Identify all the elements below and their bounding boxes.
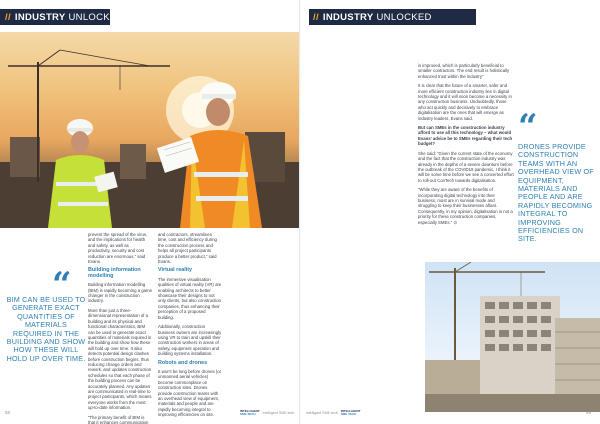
quote-mark-icon: “ bbox=[52, 265, 72, 305]
header-slashes: // bbox=[5, 11, 11, 23]
paragraph: It won’t be long before drones (or unmanned aerial vehicles) become commonplace on construction sites. Drones provide construction teams with an overhead view of equipment, materials and people and are rapidly becoming integral to improving efficiencies on site. bbox=[158, 368, 222, 418]
paragraph: Building information modelling (BIM) is rapidly becoming a game changer in the construction industry. bbox=[88, 282, 153, 304]
logo: INTELLIGENT SME.TECH bbox=[240, 409, 260, 416]
pull-quote-right: DRONES PROVIDE CONSTRUCTION TEAMS WITH AN OVERHEAD VIEW OF EQUIPMENT, MATERIALS AND PEOPLE AND ARE RAPIDLY BECOMING INTEGRAL TO IMPROVING EFFICIENCIES ON SITE. bbox=[518, 142, 594, 244]
footer-left-brand bbox=[240, 410, 294, 416]
right-page bbox=[300, 0, 600, 424]
paragraph: She said: “Given the current state of the economy and the fact that the construction industry was already in the depths of a severe downturn before the outbreak of the COVID19 pandemic, I think it will be some time before we see a concerted effort to roll-out ConTech towards digitalisation. bbox=[418, 150, 514, 183]
paragraph: prevent the spread of the virus, and the implications for health and safety, as well as productivity, security and cost reduction are enormous,” said Evans. bbox=[88, 232, 148, 265]
header-rest: UNLOCKED bbox=[68, 11, 124, 23]
footer-right-brand bbox=[306, 410, 360, 416]
construction-engineers-photo bbox=[0, 32, 300, 228]
building-construction-photo bbox=[425, 262, 600, 412]
pull-quote-left: BIM CAN BE USED TO GENERATE EXACT QUANTITIES OF MATERIALS REQUIRED IN THE BUILDING AND SHOW HOW THESE WILL HOLD UP OVER TIME. bbox=[6, 295, 86, 363]
page-number-right: 59 bbox=[586, 410, 591, 415]
footer-text-right: intelligent SME.tech bbox=[306, 411, 338, 415]
section-header-right bbox=[309, 9, 476, 25]
paragraph: is improved, which is particularly beneficial to smaller contractors. The end result is holistically enhanced trust within the industry” bbox=[418, 63, 510, 79]
quote-mark-icon: “ bbox=[518, 107, 538, 147]
header-rest: UNLOCKED bbox=[376, 11, 432, 23]
header-bold: INDUSTRY bbox=[14, 11, 66, 23]
paragraph: and contractors, streamlines time, cost and efficiency during the construction process and helps all project participants produce a better product,” said Evans. bbox=[158, 232, 217, 265]
page-number-left: 58 bbox=[5, 410, 10, 415]
left-column-1 bbox=[88, 232, 152, 424]
header-bold: INDUSTRY bbox=[322, 11, 374, 23]
paragraph-emphasis: But can SMEs in the construction industry afford to use all this technology – what would Evans’ advice be to SMEs regarding their tech budget? bbox=[418, 125, 513, 147]
section-header-left bbox=[0, 9, 124, 25]
left-column-2 bbox=[158, 232, 222, 422]
paragraph: “While they are aware of the benefits of incorporating digital technology into their business, most are in survival mode and struggling to keep their businesses afloat. Consequently, in my opinion, digitalisation is not a priority for these construction companies, especially SMEs.” ⊙ bbox=[418, 187, 513, 225]
paragraph: Additionally, construction business owners are increasingly using VR to train and upskill their construction workers in areas of safety, equipment operation and building systems installation. bbox=[158, 324, 222, 357]
header-slashes: // bbox=[313, 11, 319, 23]
footer-text-left: intelligent SME.tech bbox=[262, 411, 295, 415]
subheading-vr: Virtual reality bbox=[158, 267, 193, 274]
right-column-1 bbox=[418, 63, 514, 229]
logo: INTELLIGENT SME.TECH bbox=[340, 409, 361, 416]
footer-right bbox=[586, 410, 591, 415]
paragraph: It is clear that the future of a smarter, safer and more efficient construction industry lies in digital technology and it will soon become a necessity in any construction business. Undoubtedly, those who act quickly and decisively to embrace digitalisation are the ones that will emerge as industry leaders, Evans said. bbox=[418, 83, 512, 121]
subheading-bim: Building information modelling bbox=[88, 267, 141, 279]
paragraph: More than just a three-dimensional representation of a building and its physical and functional characteristics, BIM can be used to generate exact quantities of materials required in the building and show how these will hold up over time. It also detects potential design clashes before construction begins, thus reducing change orders and rework, and updates construction schedules so that each phase of the building process can be accurately planned. Any updates are communicated in real-time to project participants, which means everyone works from the most up-to-date information. bbox=[88, 307, 152, 411]
footer-left bbox=[5, 410, 10, 415]
paragraph: “The primary benefit of BIM is that it enhances communication bbox=[88, 414, 149, 424]
subheading-robots: Robots and drones bbox=[158, 359, 208, 366]
paragraph: The immersive visualisation qualities of virtual reality (VR) are enabling architects to better showcase their designs to not only clients, but also construction companies, thus enhancing their perception of a proposed building. bbox=[158, 276, 222, 320]
